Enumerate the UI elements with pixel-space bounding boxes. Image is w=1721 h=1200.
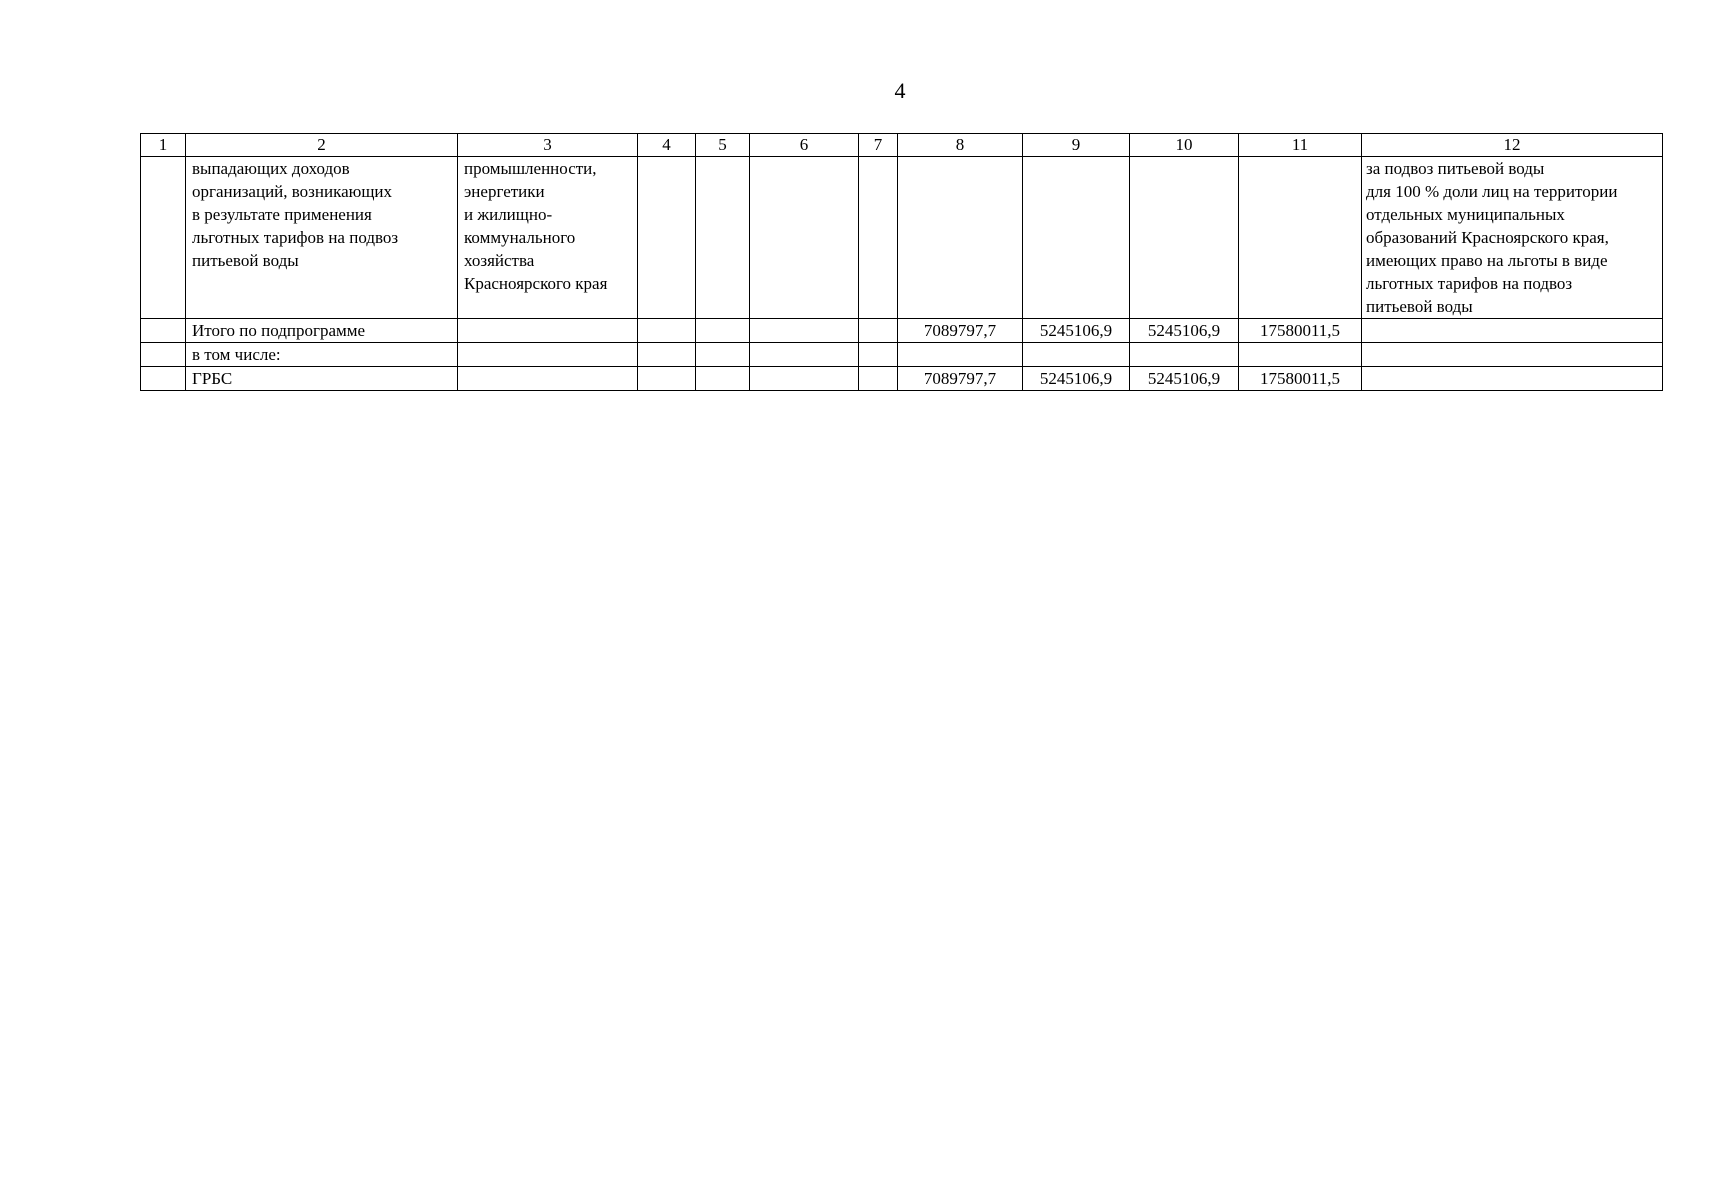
- total-value-col9: 5245106,9: [1023, 319, 1130, 343]
- empty-cell: [638, 319, 696, 343]
- column-number: 6: [750, 134, 859, 157]
- empty-cell: [1362, 343, 1663, 367]
- total-value-col11: 17580011,5: [1239, 319, 1362, 343]
- column-number: 5: [696, 134, 750, 157]
- total-label: Итого по подпрограмме: [186, 319, 458, 343]
- empty-cell: [696, 157, 750, 319]
- empty-cell: [696, 367, 750, 391]
- empty-cell: [1239, 343, 1362, 367]
- column-number: 1: [141, 134, 186, 157]
- column-number: 3: [458, 134, 638, 157]
- empty-cell: [696, 319, 750, 343]
- including-row: [141, 343, 1663, 367]
- empty-cell: [458, 367, 638, 391]
- empty-cell: [696, 343, 750, 367]
- empty-cell: [638, 343, 696, 367]
- empty-cell: [141, 343, 186, 367]
- grbs-value-col11: 17580011,5: [1239, 367, 1362, 391]
- empty-cell: [458, 343, 638, 367]
- column-number: 10: [1130, 134, 1239, 157]
- column-number: 9: [1023, 134, 1130, 157]
- empty-cell: [898, 343, 1023, 367]
- column-number: 2: [186, 134, 458, 157]
- empty-cell: [859, 367, 898, 391]
- grbs-row: [141, 367, 1663, 391]
- page-number: 4: [894, 78, 906, 103]
- budget-table: [140, 133, 1663, 391]
- empty-cell: [750, 319, 859, 343]
- empty-cell: [638, 367, 696, 391]
- empty-cell: [638, 157, 696, 319]
- empty-cell: [1239, 157, 1362, 319]
- description-row: [141, 157, 1663, 319]
- empty-cell: [859, 343, 898, 367]
- empty-cell: [1023, 157, 1130, 319]
- empty-cell: [458, 319, 638, 343]
- empty-cell: [141, 367, 186, 391]
- empty-cell: [1130, 343, 1239, 367]
- empty-cell: [141, 157, 186, 319]
- empty-cell: [1130, 157, 1239, 319]
- empty-cell: [1362, 367, 1663, 391]
- column-number: 8: [898, 134, 1023, 157]
- column-number-row: [141, 134, 1663, 157]
- grbs-label: ГРБС: [186, 367, 458, 391]
- empty-cell: [1362, 319, 1663, 343]
- empty-cell: [898, 157, 1023, 319]
- administrator-cell: промышленности, энергетики и жилищно- коммунального хозяйства Красноярского края: [458, 157, 638, 319]
- column-number: 4: [638, 134, 696, 157]
- grbs-value-col8: 7089797,7: [898, 367, 1023, 391]
- empty-cell: [750, 343, 859, 367]
- grbs-value-col9: 5245106,9: [1023, 367, 1130, 391]
- empty-cell: [859, 319, 898, 343]
- measure-description-cell: выпадающих доходов организаций, возникающих в результате применения льготных тарифов на подвоз питьевой воды: [186, 157, 458, 319]
- empty-cell: [750, 157, 859, 319]
- total-value-col8: 7089797,7: [898, 319, 1023, 343]
- including-label: в том числе:: [186, 343, 458, 367]
- empty-cell: [859, 157, 898, 319]
- column-number: 7: [859, 134, 898, 157]
- column-number: 12: [1362, 134, 1663, 157]
- empty-cell: [1023, 343, 1130, 367]
- empty-cell: [750, 367, 859, 391]
- total-row: [141, 319, 1663, 343]
- column-number: 11: [1239, 134, 1362, 157]
- expected-result-cell: за подвоз питьевой воды для 100 % доли лиц на территории отдельных муниципальных образований Красноярского края, имеющих право на льготы в виде льготных тарифов на подвоз питьевой воды: [1362, 157, 1663, 319]
- empty-cell: [141, 319, 186, 343]
- grbs-value-col10: 5245106,9: [1130, 367, 1239, 391]
- total-value-col10: 5245106,9: [1130, 319, 1239, 343]
